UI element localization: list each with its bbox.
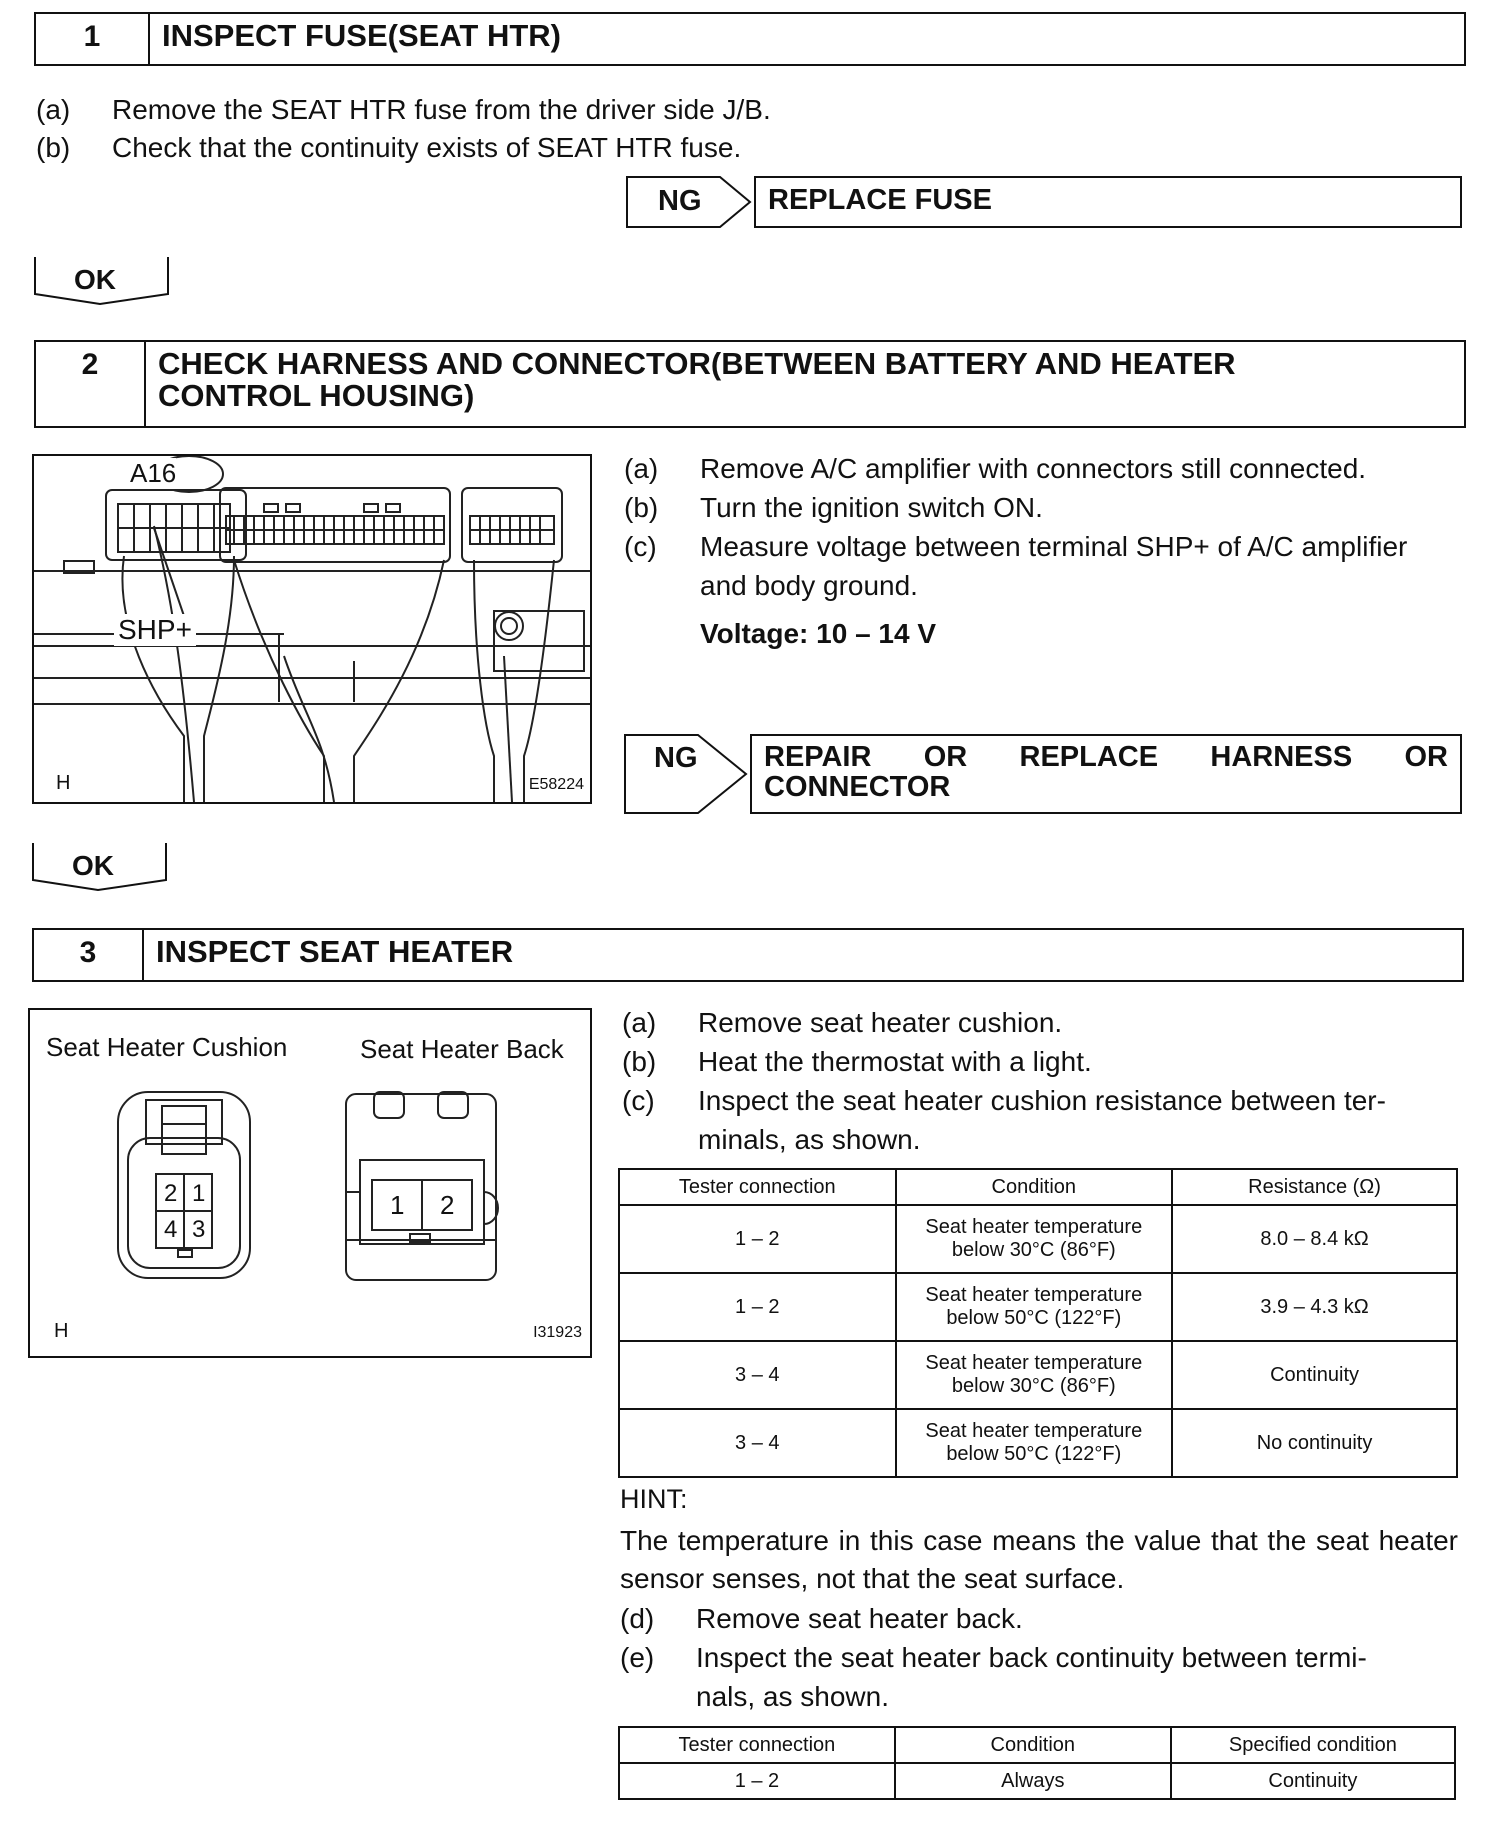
step-title: INSPECT FUSE(SEAT HTR) bbox=[162, 18, 561, 53]
figure-subtitle: Seat Heater Back bbox=[360, 1034, 564, 1064]
instruction-line bbox=[624, 491, 1043, 525]
item-text: Turn the ignition switch ON. bbox=[700, 492, 1043, 523]
item-label: (a) bbox=[36, 94, 71, 125]
condition-line: Seat heater temperature bbox=[925, 1216, 1143, 1238]
table-header: Specified condition bbox=[1171, 1727, 1455, 1763]
tester-connection-cell: 3 – 4 bbox=[619, 1341, 896, 1409]
item-label: (e) bbox=[620, 1642, 655, 1673]
table-header: Tester connection bbox=[619, 1169, 896, 1205]
condition-cell bbox=[896, 1409, 1173, 1477]
item-text: Remove the SEAT HTR fuse from the driver side J/B. bbox=[112, 94, 771, 125]
figure-code: I31923 bbox=[533, 1324, 582, 1341]
cushion-pin: 1 bbox=[192, 1180, 206, 1207]
step-title-line: CONTROL HOUSING) bbox=[158, 378, 475, 413]
value-cell: 8.0 – 8.4 kΩ bbox=[1172, 1205, 1457, 1273]
instruction-line bbox=[36, 93, 771, 127]
item-label: (c) bbox=[624, 531, 657, 562]
connector-illustration bbox=[30, 1010, 590, 1356]
item-text: Remove A/C amplifier with connectors still connected. bbox=[700, 453, 1367, 484]
seat-heater-connector-figure bbox=[28, 1008, 592, 1358]
table-header: Condition bbox=[896, 1169, 1173, 1205]
table-row bbox=[619, 1205, 1457, 1273]
condition-line: below 30°C (86°F) bbox=[951, 1375, 1116, 1397]
value-cell: 3.9 – 4.3 kΩ bbox=[1172, 1273, 1457, 1341]
instruction-line bbox=[624, 569, 918, 603]
hint-label: HINT: bbox=[620, 1484, 688, 1514]
step-number: 2 bbox=[36, 342, 146, 426]
cushion-pin: 2 bbox=[164, 1180, 178, 1207]
figure-code: E58224 bbox=[528, 776, 584, 793]
resistance-table bbox=[618, 1168, 1458, 1478]
figure-corner-mark: H bbox=[54, 1320, 69, 1342]
item-text: Measure voltage between terminal SHP+ of A/C amplifier bbox=[700, 531, 1408, 562]
item-label: (d) bbox=[620, 1603, 655, 1634]
step-title: INSPECT SEAT HEATER bbox=[156, 934, 514, 969]
condition-line: Seat heater temperature bbox=[925, 1420, 1143, 1442]
instruction-line bbox=[622, 1045, 1092, 1079]
ng-result-word: HARNESS bbox=[1210, 741, 1353, 773]
continuity-table bbox=[618, 1726, 1456, 1800]
hint-text: The temperature in this case means the value that the seat heater sensor senses, not that the seat surface. bbox=[620, 1525, 1458, 1594]
condition-cell bbox=[896, 1205, 1173, 1273]
step-3-header bbox=[32, 928, 1464, 982]
connector-id-label: A16 bbox=[130, 458, 177, 488]
value-cell: Continuity bbox=[1171, 1763, 1455, 1799]
tester-connection-cell: 3 – 4 bbox=[619, 1409, 896, 1477]
ng-result-word: OR bbox=[1404, 741, 1448, 773]
ng-result-word: REPAIR bbox=[764, 741, 872, 773]
value-cell: Continuity bbox=[1172, 1341, 1457, 1409]
item-label: (b) bbox=[622, 1046, 657, 1077]
amplifier-connector-figure bbox=[32, 454, 592, 804]
table-row bbox=[619, 1341, 1457, 1409]
item-text: nals, as shown. bbox=[696, 1681, 889, 1712]
item-text: and body ground. bbox=[700, 570, 918, 601]
step-2-header bbox=[34, 340, 1466, 428]
instruction-line bbox=[622, 1123, 921, 1157]
ng-result-box bbox=[750, 734, 1462, 814]
table-header-row bbox=[619, 1727, 1455, 1763]
table-header: Tester connection bbox=[619, 1727, 895, 1763]
instruction-line bbox=[36, 131, 741, 165]
instruction-line bbox=[624, 452, 1366, 486]
instruction-line bbox=[622, 1006, 1062, 1040]
back-pin: 1 bbox=[390, 1190, 405, 1220]
ng-result-line: CONNECTOR bbox=[764, 771, 951, 803]
table-header: Condition bbox=[895, 1727, 1171, 1763]
condition-cell bbox=[896, 1341, 1173, 1409]
ng-result-text: REPLACE FUSE bbox=[768, 184, 992, 216]
instruction-line bbox=[620, 1641, 1367, 1675]
step-number: 3 bbox=[34, 930, 144, 980]
table-row bbox=[619, 1763, 1455, 1799]
ng-result-box bbox=[754, 176, 1462, 228]
condition-cell bbox=[896, 1273, 1173, 1341]
condition-line: below 50°C (122°F) bbox=[946, 1443, 1122, 1465]
instruction-line bbox=[620, 1680, 889, 1714]
instruction-line bbox=[622, 1084, 1386, 1118]
item-text: Check that the continuity exists of SEAT HTR fuse. bbox=[112, 132, 742, 163]
ok-label: OK bbox=[74, 264, 116, 295]
table-header-row bbox=[619, 1169, 1457, 1205]
step-title bbox=[146, 342, 1248, 426]
step-title-line: CHECK HARNESS AND CONNECTOR(BETWEEN BATTERY AND HEATER bbox=[158, 346, 1236, 381]
condition-line: Seat heater temperature bbox=[925, 1352, 1143, 1374]
item-text: Remove seat heater cushion. bbox=[698, 1007, 1063, 1038]
ng-label: NG bbox=[654, 742, 698, 774]
tester-connection-cell: 1 – 2 bbox=[619, 1205, 896, 1273]
terminal-label: SHP+ bbox=[114, 614, 196, 646]
condition-line: below 30°C (86°F) bbox=[951, 1239, 1116, 1261]
value-cell: No continuity bbox=[1172, 1409, 1457, 1477]
cushion-pin: 4 bbox=[164, 1216, 178, 1243]
item-label: (b) bbox=[36, 132, 71, 163]
table-row bbox=[619, 1409, 1457, 1477]
instruction-line bbox=[620, 1602, 1023, 1636]
ng-result-word: REPLACE bbox=[1019, 741, 1159, 773]
step-number: 1 bbox=[36, 14, 150, 64]
item-label: (b) bbox=[624, 492, 659, 523]
figure-corner-mark: H bbox=[56, 772, 71, 794]
ng-result-word: OR bbox=[923, 741, 968, 773]
table-header: Resistance (Ω) bbox=[1172, 1169, 1457, 1205]
condition-cell: Always bbox=[895, 1763, 1171, 1799]
item-label: (a) bbox=[622, 1007, 657, 1038]
ok-label: OK bbox=[72, 850, 114, 881]
tester-connection-cell: 1 – 2 bbox=[619, 1763, 895, 1799]
ng-result-line bbox=[764, 742, 1448, 772]
item-text: Inspect the seat heater back continuity between termi- bbox=[696, 1642, 1367, 1673]
item-text: Heat the thermostat with a light. bbox=[698, 1046, 1092, 1077]
back-pin: 2 bbox=[440, 1190, 455, 1220]
spec-voltage: Voltage: 10 – 14 V bbox=[700, 618, 937, 649]
figure-subtitle: Seat Heater Cushion bbox=[46, 1032, 288, 1062]
instruction-line bbox=[624, 530, 1407, 564]
cushion-pin: 3 bbox=[192, 1216, 206, 1243]
item-label: (c) bbox=[622, 1085, 655, 1116]
table-row bbox=[619, 1273, 1457, 1341]
item-text: Inspect the seat heater cushion resistance between ter- bbox=[698, 1085, 1386, 1116]
condition-line: Seat heater temperature bbox=[925, 1284, 1143, 1306]
item-text: Remove seat heater back. bbox=[696, 1603, 1023, 1634]
item-text: minals, as shown. bbox=[698, 1124, 921, 1155]
condition-line: below 50°C (122°F) bbox=[946, 1307, 1122, 1329]
tester-connection-cell: 1 – 2 bbox=[619, 1273, 896, 1341]
step-1-header bbox=[34, 12, 1466, 66]
item-label: (a) bbox=[624, 453, 659, 484]
ng-label: NG bbox=[658, 185, 702, 217]
